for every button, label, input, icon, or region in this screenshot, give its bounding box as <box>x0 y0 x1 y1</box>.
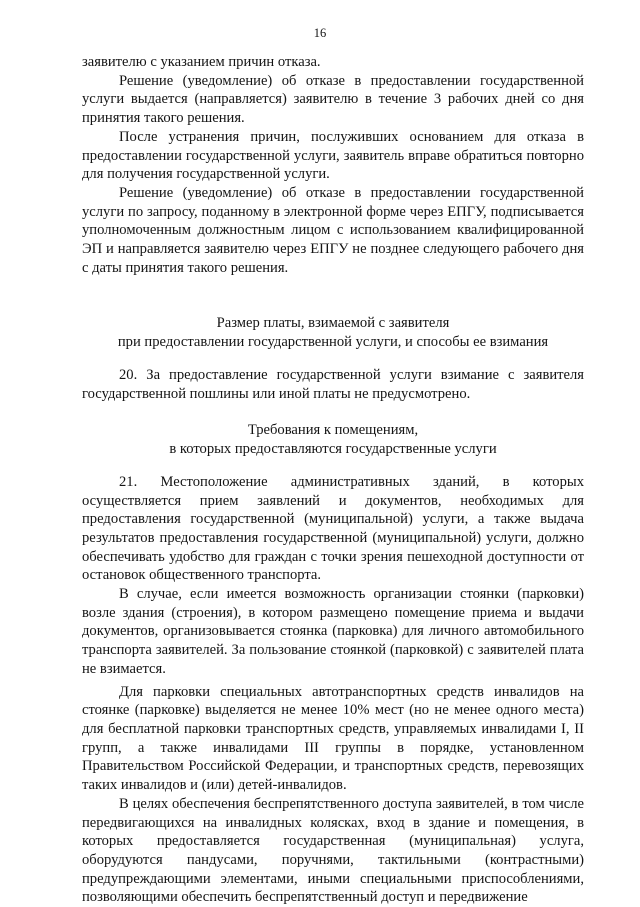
section-heading-fee <box>82 314 584 352</box>
spacer <box>82 459 584 473</box>
paragraph-reapply: После устранения причин, послуживших основанием для отказа в предоставлении государственной услуги, заявитель вправе обратиться повторно для получения государственной услуги. <box>82 128 584 183</box>
paragraph-disabled-parking: Для парковки специальных автотранспортных средств инвалидов на стоянке (парковке) выделяется не менее 10% мест (но не менее одного места) для бесплатной парковки транспортных средств, управляемых инвалидами I, II групп, а также инвалидами III группы в порядке, установленном Правительством Российской Федерации, и транспортных средств, перевозящих таких инвалидов и (или) детей-инвалидов. <box>82 683 584 794</box>
paragraph-20: 20. За предоставление государственной услуги взимание с заявителя государственной пошлины или иной платы не предусмотрено. <box>82 367 584 403</box>
spacer <box>82 404 584 421</box>
paragraph-accessibility: В целях обеспечения беспрепятственного доступа заявителей, в том числе передвигающихся на инвалидных колясках, вход в здание и помещения, в которых предоставляется государственная (муниципальная) услуга, оборудуются пандусами, поручнями, тактильными (контрастными) предупреждающими элементами, иными специальными приспособлениями, позволяющими обеспечить беспрепятственный доступ и передвижение <box>82 795 584 906</box>
heading-line: Требования к помещениям, <box>247 421 419 438</box>
spacer <box>82 352 584 366</box>
spacer <box>82 277 584 314</box>
heading-line: Размер платы, взимаемой с заявителя <box>216 315 450 332</box>
paragraph-continuation: заявителю с указанием причин отказа. <box>82 54 321 70</box>
page-number: 16 <box>313 26 327 40</box>
heading-line: в которых предоставляются государственные услуги <box>169 440 497 457</box>
paragraph-refusal-decision: Решение (уведомление) об отказе в предоставлении государственной услуги выдается (направляется) заявителю в течение 3 рабочих дней со дня принятия такого решения. <box>82 72 584 127</box>
paragraph-electronic-refusal: Решение (уведомление) об отказе в предоставлении государственной услуги по запросу, поданному в электронной форме через ЕПГУ, подписывается уполномоченным должностным лицом с использованием квалифицированной ЭП и направляется заявителю через ЕПГУ не позднее следующего рабочего дня с даты принятия такого решения. <box>82 184 584 276</box>
paragraph-21: 21. Местоположение административных зданий, в которых осуществляется прием заявлений и документов, необходимых для предоставления государственной (муниципальной) услуги, а также выдача результатов предоставления государственной (муниципальной) услуги, должно обеспечивать удобство для граждан с точки зрения пешеходной доступности от остановок общественного транспорта. <box>82 473 584 584</box>
paragraph-parking: В случае, если имеется возможность организации стоянки (парковки) возле здания (строения), в котором размещено помещение приема и выдачи документов, организовывается стоянка (парковка) для личного автомобильного транспорта заявителей. За пользование стоянкой (парковкой) с заявителей плата не взимается. <box>82 586 584 677</box>
section-heading-premises <box>82 421 584 459</box>
document-body <box>82 53 584 907</box>
heading-line: при предоставлении государственной услуги, и способы ее взимания <box>117 334 549 351</box>
